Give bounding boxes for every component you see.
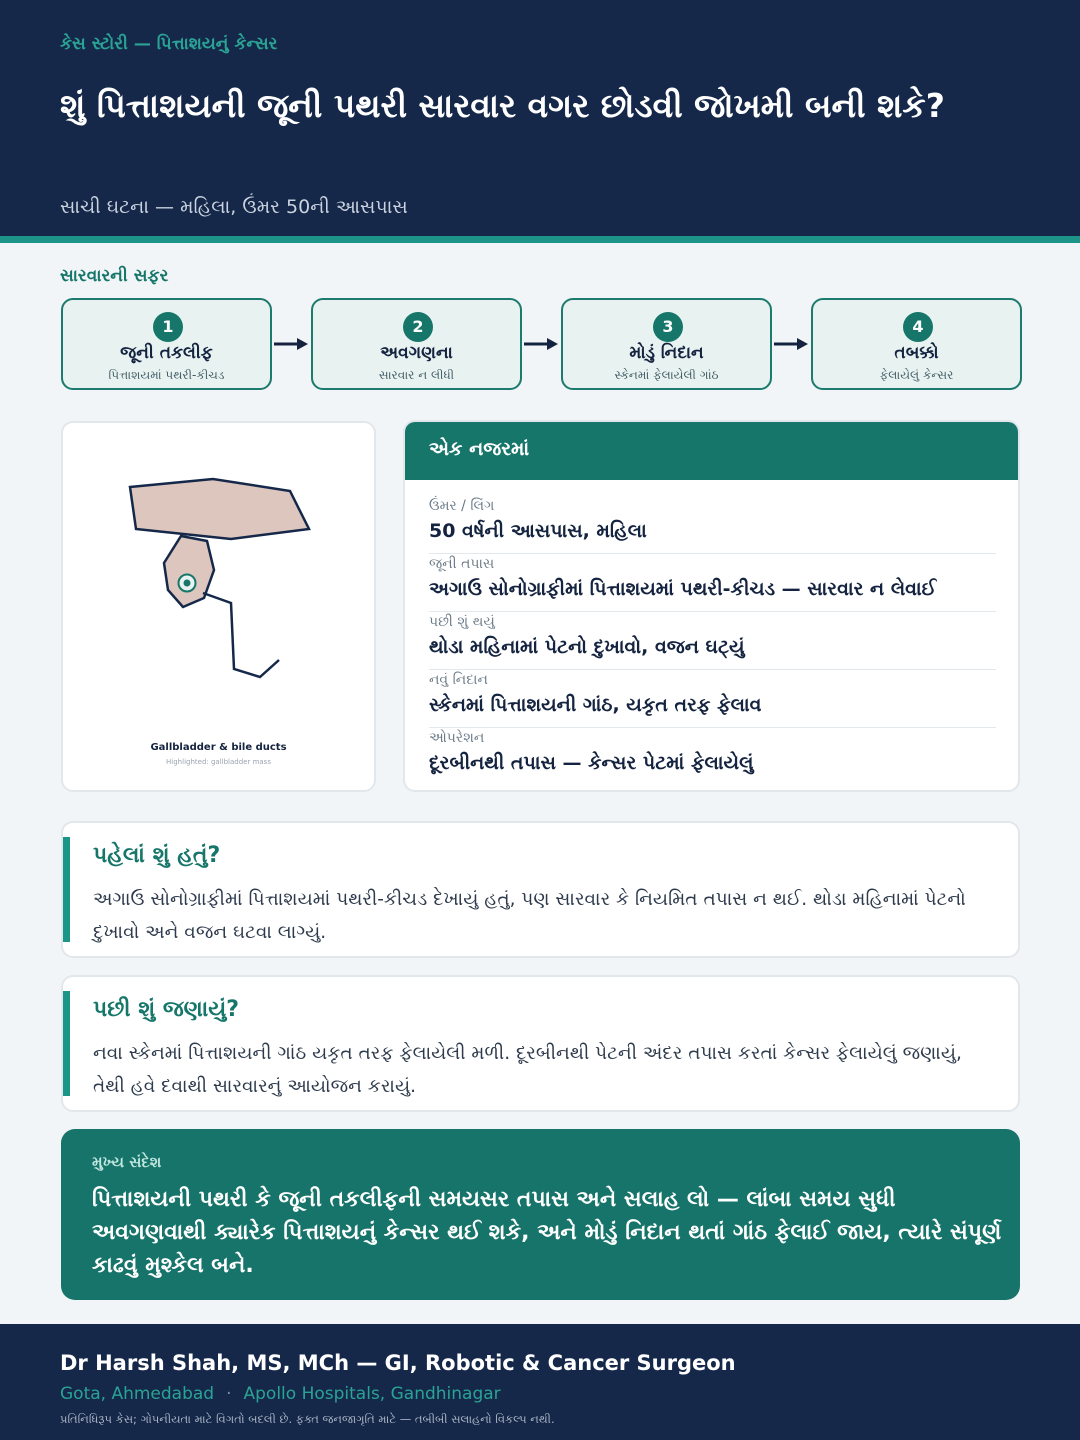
doctor-name: Dr Harsh Shah, MS, MCh — GI, Robotic & Cancer Surgeon [60, 1351, 736, 1375]
step-number: 3 [653, 312, 683, 342]
anatomy-illustration-card [61, 421, 376, 792]
step-number: 2 [403, 312, 433, 342]
glance-label: ઉંમર / લિંગ [429, 498, 495, 514]
glance-value: 50 વર્ષની આસપાસ, મહિલા [429, 520, 647, 542]
key-message-label: મુખ્ય સંદેશ [92, 1153, 162, 1171]
glance-label: ઓપરેશન [429, 730, 485, 746]
section-accent-bar [63, 837, 70, 942]
glance-row-old-exam [429, 556, 996, 612]
glance-value: દૂરબીનથી તપાસ — કેન્સર પેટમાં ફેલાયેલું [429, 752, 754, 774]
arrow-right-icon [273, 336, 309, 352]
after-section-card [61, 975, 1020, 1112]
step-number: 1 [153, 312, 183, 342]
journey-step-2 [311, 298, 522, 390]
header [0, 0, 1080, 236]
step-subtitle: સારવાર ન લીધી [378, 368, 455, 382]
key-message-text: પિત્તાશયની પથરી કે જૂની તકલીફની સમયસર તપાસ અને સલાહ લો — લાંબા સમય સુધી અવગણવાથી ક્યારેક પિત્તાશયનું કેન્સર થઈ શકે, અને મોડું નિદાન થતાં ગાંઠ ફેલાઈ જાય, ત્યારે સંપૂર્ણ કાઢવું મુશ્કેલ બને. [92, 1187, 1002, 1278]
section-accent-bar [63, 991, 70, 1096]
bile-duct-line [203, 593, 279, 677]
page-title: શું પિત્તાશયની જૂની પથરી સારવાર વગર છોડવી જોખમી બની શકે? [60, 86, 945, 125]
page-subtitle: સાચી ઘટના — મહિલા, ઉંમર 50ની આસપાસ [60, 196, 408, 218]
arrow-right-icon [773, 336, 809, 352]
step-title: તબક્કો [894, 343, 939, 363]
gallbladder-shape [164, 536, 214, 607]
before-text: અગાઉ સોનોગ્રાફીમાં પિત્તાશયમાં પથરી-કીચડ દેખાયું હતું, પણ સારવાર કે નિયમિત તપાસ ન થઈ. થોડા મહિનામાં પેટનો દુખાવો અને વજન ઘટવા લાગ્યું. [93, 889, 966, 943]
at-a-glance-title: એક નજરમાં [429, 438, 530, 460]
after-text: નવા સ્કેનમાં પિત્તાશયની ગાંઠ યકૃત તરફ ફેલાયેલી મળી. દૂરબીનથી પેટની અંદર તપાસ કરતાં કેન્સર ફેલાયેલું જણાયું, તેથી હવે દવાથી સારવારનું આયોજન કરાયું. [93, 1043, 962, 1097]
before-section-card [61, 821, 1020, 958]
location-gota: Gota, Ahmedabad [60, 1384, 215, 1404]
arrow-right-icon [523, 336, 559, 352]
liver-shape [130, 479, 309, 539]
journey-step-1 [61, 298, 272, 390]
journey-step-4 [811, 298, 1022, 390]
illustration-caption: Gallbladder & bile ducts [150, 742, 287, 753]
glance-row-operation [429, 730, 996, 786]
journey-label: સારવારની સફર [60, 266, 169, 286]
mass-highlight-dot [184, 580, 191, 587]
step-subtitle: ફેલાયેલું કેન્સર [879, 368, 954, 382]
glance-row-age [429, 498, 996, 554]
disclaimer: પ્રતિનિધિરૂપ કેસ; ગોપનીયતા માટે વિગતો બદલી છે. ફક્ત જનજાગૃતિ માટે — તબીબી સલાહનો વિકલ્પ નથી. [60, 1412, 555, 1426]
glance-label: પછી શું થયું [429, 614, 495, 630]
journey-step-3 [561, 298, 772, 390]
step-title: મોડું નિદાન [629, 343, 704, 363]
footer [0, 1324, 1080, 1440]
glance-label: જૂની તપાસ [429, 556, 495, 572]
at-a-glance-card [403, 420, 1020, 792]
glance-value: થોડા મહિનામાં પેટનો દુખાવો, વજન ઘટ્યું [429, 636, 745, 658]
case-story-kicker: કેસ સ્ટોરી — પિત્તાશયનું કેન્સર [60, 34, 278, 54]
glance-row-what-happened [429, 614, 996, 670]
step-number: 4 [903, 312, 933, 342]
before-heading: પહેલાં શું હતું? [93, 843, 221, 868]
glance-row-new-diagnosis [429, 672, 996, 728]
key-message-card [61, 1129, 1020, 1300]
step-title: અવગણના [380, 343, 453, 363]
header-divider [0, 236, 1080, 243]
at-a-glance-header [405, 422, 1018, 480]
doctor-locations [60, 1384, 501, 1404]
step-subtitle: સ્કેનમાં ફેલાયેલી ગાંઠ [614, 368, 719, 382]
after-heading: પછી શું જણાયું? [93, 997, 240, 1022]
gallbladder-diagram [63, 423, 378, 794]
step-title: જૂની તકલીફ [120, 343, 213, 363]
separator-dot: · [226, 1384, 232, 1404]
glance-label: નવું નિદાન [429, 672, 488, 688]
location-apollo: Apollo Hospitals, Gandhinagar [243, 1384, 501, 1404]
illustration-subcaption: Highlighted: gallbladder mass [166, 758, 271, 766]
step-subtitle: પિત્તાશયમાં પથરી-કીચડ [108, 368, 225, 382]
glance-value: અગાઉ સોનોગ્રાફીમાં પિત્તાશયમાં પથરી-કીચડ — સારવાર ન લેવાઈ [429, 578, 937, 600]
glance-value: સ્કેનમાં પિત્તાશયની ગાંઠ, યકૃત તરફ ફેલાવ [429, 694, 762, 716]
